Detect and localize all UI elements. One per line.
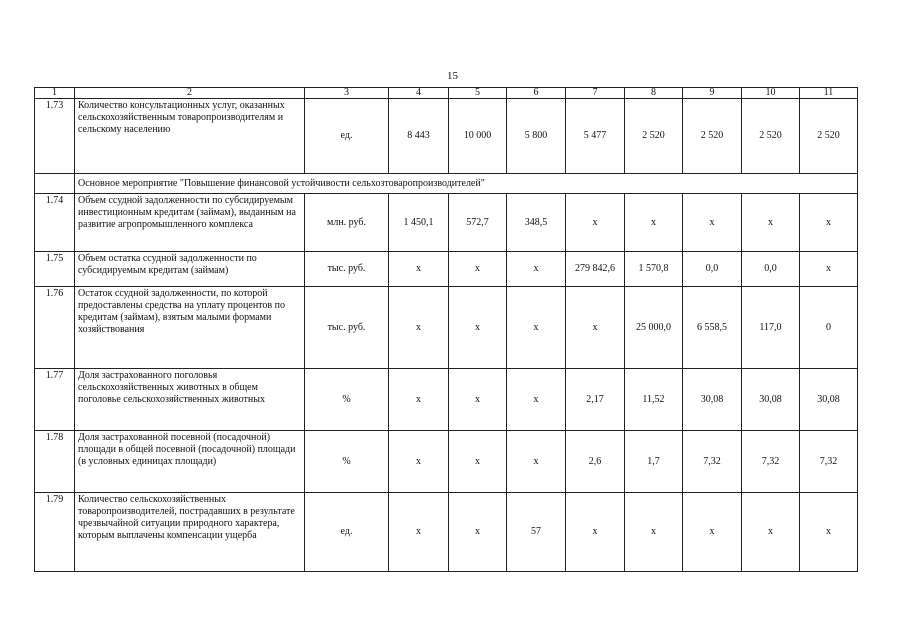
value-cell: х	[389, 369, 449, 431]
unit-cell: ед.	[305, 493, 389, 572]
value-cell: 7,32	[742, 431, 800, 493]
indicator-name: Объем остатка ссудной задолженности по субсидируемым кредитам (займам)	[75, 252, 305, 287]
indicator-name: Количество сельскохозяйственных товаропроизводителей, пострадавших в результате чрезвычайной ситуации природного характера, которым выплачены компенсации ущерба	[75, 493, 305, 572]
value-cell: х	[507, 287, 566, 369]
value-cell: 11,52	[625, 369, 683, 431]
value-cell: х	[389, 252, 449, 287]
value-cell: х	[566, 194, 625, 252]
table-row	[35, 252, 858, 287]
value-cell: 1 450,1	[389, 194, 449, 252]
unit-cell: тыс. руб.	[305, 287, 389, 369]
unit-cell: %	[305, 369, 389, 431]
indicator-name: Остаток ссудной задолженности, по которой предоставлены средства на уплату процентов по кредитам (займам), взятым малыми формами хозяйствования	[75, 287, 305, 369]
value-cell: х	[625, 194, 683, 252]
value-cell: 279 842,6	[566, 252, 625, 287]
value-cell: х	[449, 252, 507, 287]
table-row	[35, 287, 858, 369]
section-title: Основное мероприятие "Повышение финансовой устойчивости сельхозтоваропроизводителей"	[75, 174, 858, 194]
header-cell: 10	[742, 88, 800, 99]
table-row	[35, 194, 858, 252]
indicators-table	[34, 87, 858, 572]
indicator-name: Доля застрахованного поголовья сельскохозяйственных животных в общем поголовье сельскохозяйственных животных	[75, 369, 305, 431]
value-cell: х	[389, 287, 449, 369]
row-number: 1.74	[35, 194, 75, 252]
section-row	[35, 174, 858, 194]
header-cell: 9	[683, 88, 742, 99]
header-cell: 1	[35, 88, 75, 99]
value-cell: 348,5	[507, 194, 566, 252]
indicator-name: Объем ссудной задолженности по субсидируемым инвестиционным кредитам (займам), выданным на развитие агропромышленного комплекса	[75, 194, 305, 252]
row-number: 1.76	[35, 287, 75, 369]
value-cell: 5 800	[507, 99, 566, 174]
section-num-cell	[35, 174, 75, 194]
value-cell: 1,7	[625, 431, 683, 493]
value-cell: 30,08	[683, 369, 742, 431]
header-cell: 11	[800, 88, 858, 99]
value-cell: 6 558,5	[683, 287, 742, 369]
value-cell: 117,0	[742, 287, 800, 369]
value-cell: 10 000	[449, 99, 507, 174]
value-cell: 5 477	[566, 99, 625, 174]
value-cell: х	[800, 194, 858, 252]
unit-cell: ед.	[305, 99, 389, 174]
header-cell: 3	[305, 88, 389, 99]
header-cell: 7	[566, 88, 625, 99]
value-cell: 2 520	[800, 99, 858, 174]
value-cell: 2 520	[683, 99, 742, 174]
indicator-name: Количество консультационных услуг, оказанных сельскохозяйственным товаропроизводителям и сельскому населению	[75, 99, 305, 174]
unit-cell: %	[305, 431, 389, 493]
value-cell: х	[449, 369, 507, 431]
value-cell: 0,0	[683, 252, 742, 287]
header-cell: 5	[449, 88, 507, 99]
value-cell: х	[507, 431, 566, 493]
value-cell: 30,08	[742, 369, 800, 431]
value-cell: 57	[507, 493, 566, 572]
table-row	[35, 369, 858, 431]
value-cell: 2,6	[566, 431, 625, 493]
indicator-name: Доля застрахованной посевной (посадочной) площади в общей посевной (посадочной) площади (в условных единицах площади)	[75, 431, 305, 493]
value-cell: 2 520	[742, 99, 800, 174]
value-cell: х	[566, 287, 625, 369]
value-cell: 7,32	[683, 431, 742, 493]
value-cell: х	[625, 493, 683, 572]
row-number: 1.77	[35, 369, 75, 431]
value-cell: 0,0	[742, 252, 800, 287]
value-cell: х	[683, 493, 742, 572]
value-cell: х	[800, 252, 858, 287]
row-number: 1.79	[35, 493, 75, 572]
header-cell: 2	[75, 88, 305, 99]
header-row	[35, 88, 858, 99]
header-cell: 6	[507, 88, 566, 99]
table-row	[35, 493, 858, 572]
value-cell: 8 443	[389, 99, 449, 174]
value-cell: х	[389, 431, 449, 493]
value-cell: х	[449, 287, 507, 369]
value-cell: 572,7	[449, 194, 507, 252]
header-cell: 8	[625, 88, 683, 99]
value-cell: х	[566, 493, 625, 572]
value-cell: х	[449, 493, 507, 572]
value-cell: 2 520	[625, 99, 683, 174]
value-cell: х	[449, 431, 507, 493]
value-cell: х	[800, 493, 858, 572]
value-cell: 0	[800, 287, 858, 369]
value-cell: х	[742, 194, 800, 252]
value-cell: х	[507, 369, 566, 431]
value-cell: х	[507, 252, 566, 287]
value-cell: 2,17	[566, 369, 625, 431]
value-cell: х	[683, 194, 742, 252]
value-cell: 30,08	[800, 369, 858, 431]
unit-cell: тыс. руб.	[305, 252, 389, 287]
unit-cell: млн. руб.	[305, 194, 389, 252]
row-number: 1.78	[35, 431, 75, 493]
value-cell: х	[742, 493, 800, 572]
header-cell: 4	[389, 88, 449, 99]
value-cell: 25 000,0	[625, 287, 683, 369]
page-number: 15	[447, 70, 458, 82]
value-cell: 7,32	[800, 431, 858, 493]
table-row	[35, 99, 858, 174]
value-cell: 1 570,8	[625, 252, 683, 287]
row-number: 1.73	[35, 99, 75, 174]
row-number: 1.75	[35, 252, 75, 287]
table-row	[35, 431, 858, 493]
value-cell: х	[389, 493, 449, 572]
